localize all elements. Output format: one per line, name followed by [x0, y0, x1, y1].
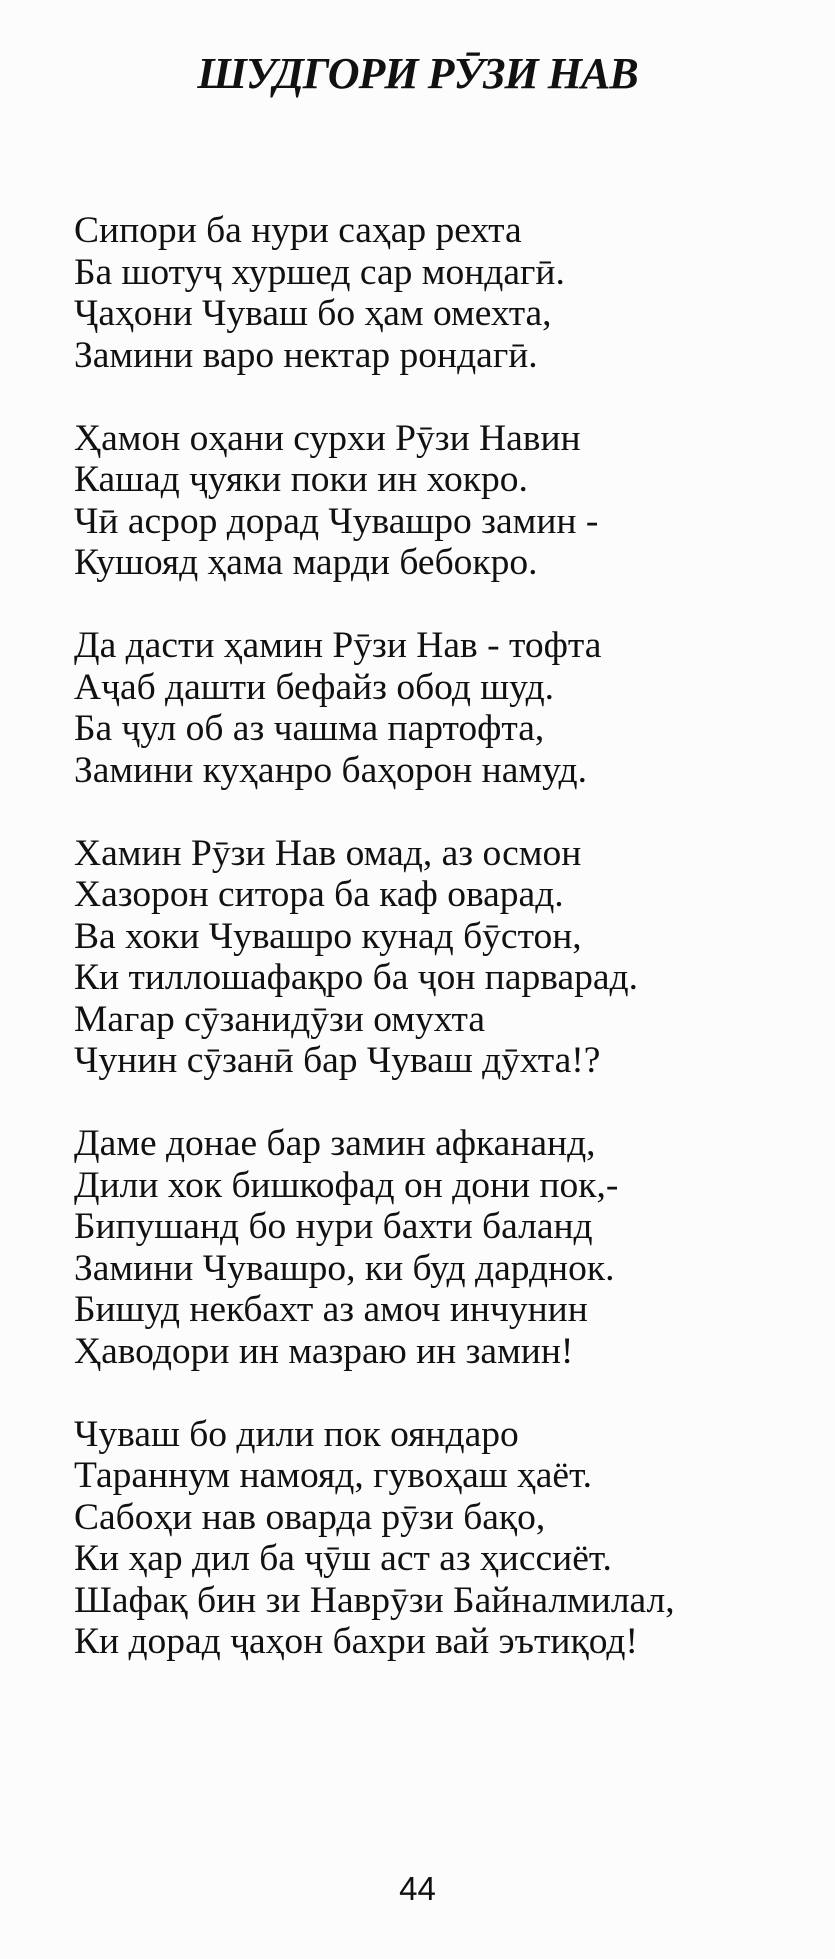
poem-line: Сабоҳи нав оварда рӯзи бақо,: [74, 1496, 546, 1538]
poem-line: Кашад ҷуяки поки ин хокро.: [74, 459, 528, 500]
poem-line: Бипушанд бо нури бахти баланд: [74, 1206, 593, 1247]
poem-line: Шафақ бин зи Наврӯзи Байналмилал,: [74, 1579, 675, 1621]
stanza-5: [74, 1123, 814, 1372]
poem-line: Бишуд некбахт аз амоч инчунин: [74, 1289, 588, 1330]
poem-line: Сипори ба нури саҳар рехта: [74, 210, 522, 251]
poem-line: Хазорон ситора ба каф оварад.: [74, 874, 564, 915]
poem-line: Чунин сӯзанӣ бар Чуваш дӯхта!?: [74, 1040, 601, 1081]
page-number: 44: [399, 1870, 436, 1907]
poem-line: Чуваш бо дили пок ояндаро: [74, 1413, 519, 1455]
poem-line: Да дасти ҳамин Рӯзи Нав - тофта: [74, 625, 602, 666]
stanza-2: [74, 418, 814, 584]
poem-line: Магар сӯзанидӯзи омухта: [74, 998, 486, 1040]
poem-line: Ба ҷул об аз чашма партофта,: [74, 708, 545, 749]
stanza-1: [74, 210, 814, 376]
poem-line: Тараннум намояд, гувоҳаш ҳаёт.: [74, 1455, 593, 1496]
poem-line: Ки дорад ҷаҳон бахри вай эътиқод!: [74, 1621, 638, 1662]
poem-line: Ки ҳар дил ба ҷӯш аст аз ҳиссиёт.: [74, 1538, 612, 1579]
poem-line: Ҷаҳони Чуваш бо ҳам омехта,: [74, 293, 552, 334]
poem-line: Кушояд ҳама марди бебокро.: [74, 542, 538, 583]
stanza-6: [74, 1414, 814, 1663]
poem-line: Хамин Рӯзи Нав омад, аз осмон: [74, 832, 582, 874]
stanza-4: [74, 833, 814, 1082]
poem-line: Ҳаводори ин мазраю ин замин!: [74, 1330, 574, 1372]
poem-line: Ва хоки Чувашро кунад бӯстон,: [74, 915, 582, 957]
poem-line: Замини Чувашро, ки буд дарднок.: [74, 1247, 615, 1289]
poem-title: ШУДГОРИ РӮЗИ НАВ: [197, 49, 638, 98]
poem-line: Дили хок бишкофад он дони пок,-: [74, 1164, 619, 1206]
poem-line: Замини варо нектар рондагӣ.: [74, 334, 538, 376]
poem-line: Ки тиллошафақро ба ҷон парварад.: [74, 957, 638, 998]
poem-line: Чӣ асрор дорад Чувашро замин -: [74, 500, 599, 542]
stanza-3: [74, 625, 814, 791]
poem-body: [74, 210, 814, 1704]
poem-line: Ҳамон оҳани сурхи Рӯзи Навин: [74, 417, 581, 459]
poem-line: Замини куҳанро баҳорон намуд.: [74, 749, 587, 791]
poem-line: Аҷаб дашти бефайз обод шуд.: [74, 666, 555, 708]
poem-line: Даме донае бар замин афкананд,: [74, 1123, 596, 1164]
poem-line: Ба шотуҷ хуршед сар мондагӣ.: [74, 251, 565, 293]
